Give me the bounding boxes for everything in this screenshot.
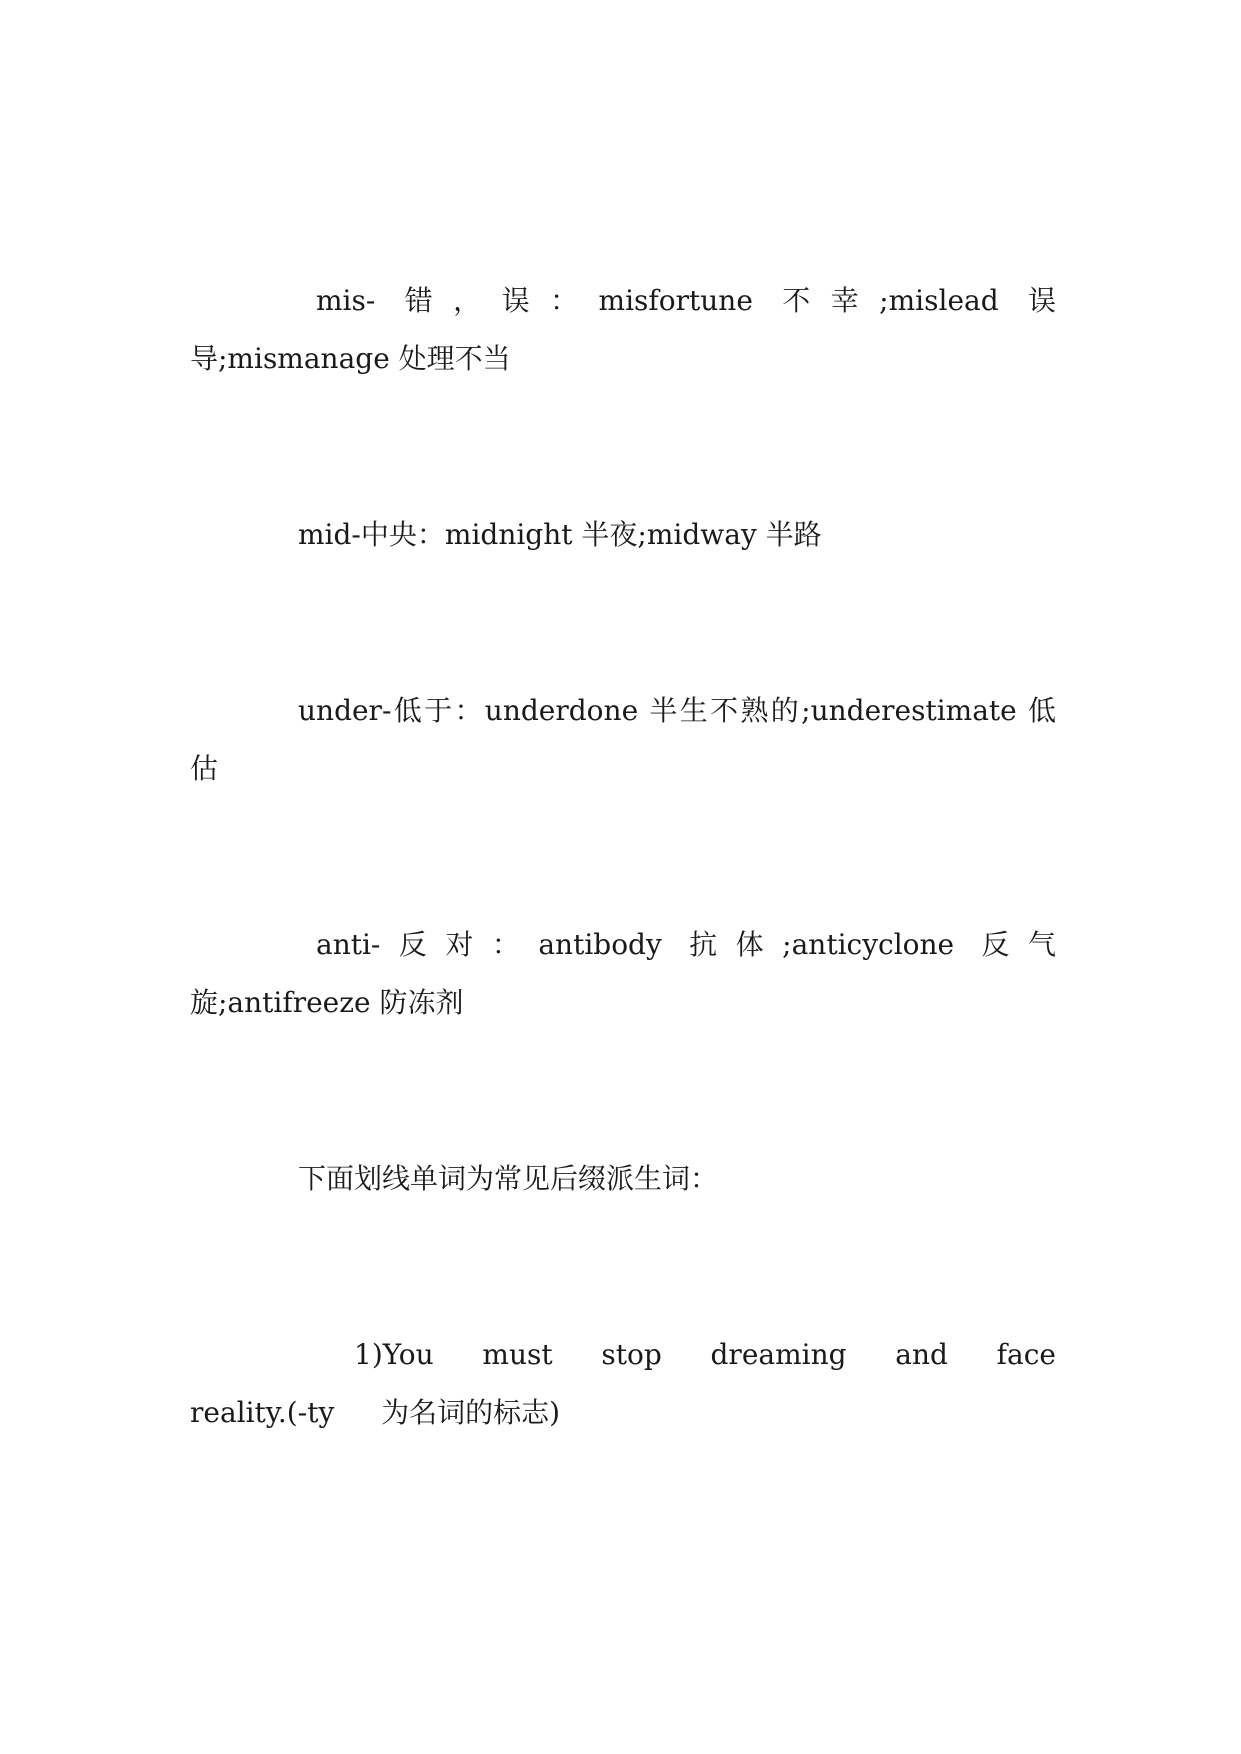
paragraph-prefix-under: under-低于：underdone 半生不熟的;underestimate 低估 [190, 694, 1056, 785]
paragraph-prefix-anti: anti-反对：antibody 抗体;anticyclone 反气旋;antifreeze 防冻剂 [190, 928, 1056, 1019]
paragraph-prefix-mid: mid-中央：midnight 半夜;midway 半路 [298, 518, 822, 551]
paragraph-example-1: 1)You must stop dreaming and face reality.(-ty 为名词的标志) [190, 1338, 1056, 1429]
paragraph-prefix-mis: mis- 错，误：misfortune 不幸;mislead 误导;mismanage 处理不当 [190, 284, 1056, 375]
paragraph-suffix-heading: 下面划线单词为常见后缀派生词： [298, 1162, 719, 1195]
